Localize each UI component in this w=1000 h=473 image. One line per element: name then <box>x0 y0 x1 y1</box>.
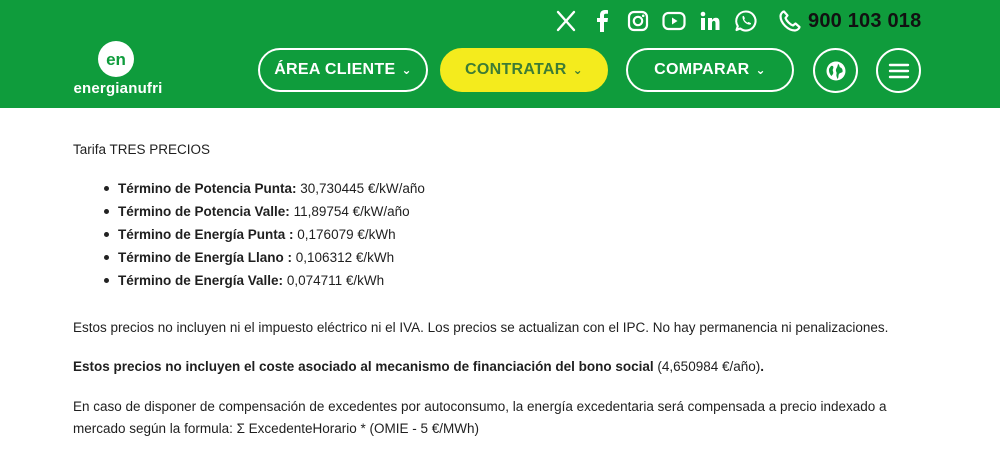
bono-social-note <box>73 357 764 377</box>
site-header <box>0 0 1000 108</box>
linkedin-icon[interactable] <box>697 8 723 34</box>
chevron-down-icon: ⌄ <box>401 63 412 77</box>
facebook-icon[interactable] <box>589 8 615 34</box>
term-label: Término de Energía Llano : <box>118 250 293 265</box>
term-value: 11,89754 €/kW/año <box>289 204 410 219</box>
bono-social-value: (4,650984 €/año) <box>653 359 761 374</box>
instagram-icon[interactable] <box>625 8 651 34</box>
globe-icon <box>825 60 847 82</box>
term-label: Término de Potencia Punta: <box>118 181 297 196</box>
term-value: 0,176079 €/kWh <box>293 227 396 242</box>
list-item <box>104 200 425 223</box>
logo-mark-icon <box>97 40 135 78</box>
logo-mark-text: en <box>106 50 126 69</box>
contratar-label: CONTRATAR <box>464 61 567 78</box>
brand-logo[interactable] <box>70 40 170 100</box>
phone-number: 900 103 018 <box>808 9 922 32</box>
hamburger-menu-icon <box>888 62 910 80</box>
term-label: Término de Potencia Valle: <box>118 204 290 219</box>
comparar-button[interactable] <box>626 48 794 92</box>
brand-name: energianufri <box>73 80 163 97</box>
social-links <box>553 6 769 36</box>
list-item <box>104 246 425 269</box>
area-cliente-button[interactable] <box>258 48 428 92</box>
youtube-icon[interactable] <box>661 8 687 34</box>
term-label: Término de Energía Valle: <box>118 273 284 288</box>
tariff-title: Tarifa TRES PRECIOS <box>73 142 211 157</box>
language-button[interactable] <box>813 48 858 93</box>
area-cliente-label: ÁREA CLIENTE <box>274 61 396 78</box>
surplus-compensation-note: En caso de disponer de compensación de excedentes por autoconsumo, la energía excedentaria será compensada a precio indexado a mercado según la formula: Σ ExcedenteHorario * (OMIE - 5 €/MWh) <box>73 399 887 436</box>
phone-link[interactable] <box>778 6 921 36</box>
term-value: 0,074711 €/kWh <box>283 273 385 288</box>
whatsapp-icon[interactable] <box>733 8 759 34</box>
chevron-down-icon: ⌄ <box>755 63 766 77</box>
bono-social-end: . <box>760 359 765 374</box>
list-item <box>104 269 425 292</box>
x-icon[interactable] <box>553 8 579 34</box>
phone-icon <box>778 9 802 33</box>
menu-button[interactable] <box>876 48 921 93</box>
comparar-label: COMPARAR <box>654 61 750 78</box>
taxes-note: Estos precios no incluyen ni el impuesto eléctrico ni el IVA. Los precios se actualizan con el IPC. No hay permanencia ni penalizaciones. <box>73 320 889 335</box>
tariff-terms-list <box>104 177 425 292</box>
term-value: 30,730445 €/kW/año <box>296 181 425 196</box>
contratar-button[interactable] <box>440 48 608 92</box>
chevron-down-icon: ⌄ <box>572 63 583 77</box>
term-label: Término de Energía Punta : <box>118 227 294 242</box>
bono-social-text: Estos precios no incluyen el coste asociado al mecanismo de financiación del bono social <box>73 359 654 374</box>
list-item <box>104 223 425 246</box>
list-item <box>104 177 425 200</box>
term-value: 0,106312 €/kWh <box>292 250 395 265</box>
